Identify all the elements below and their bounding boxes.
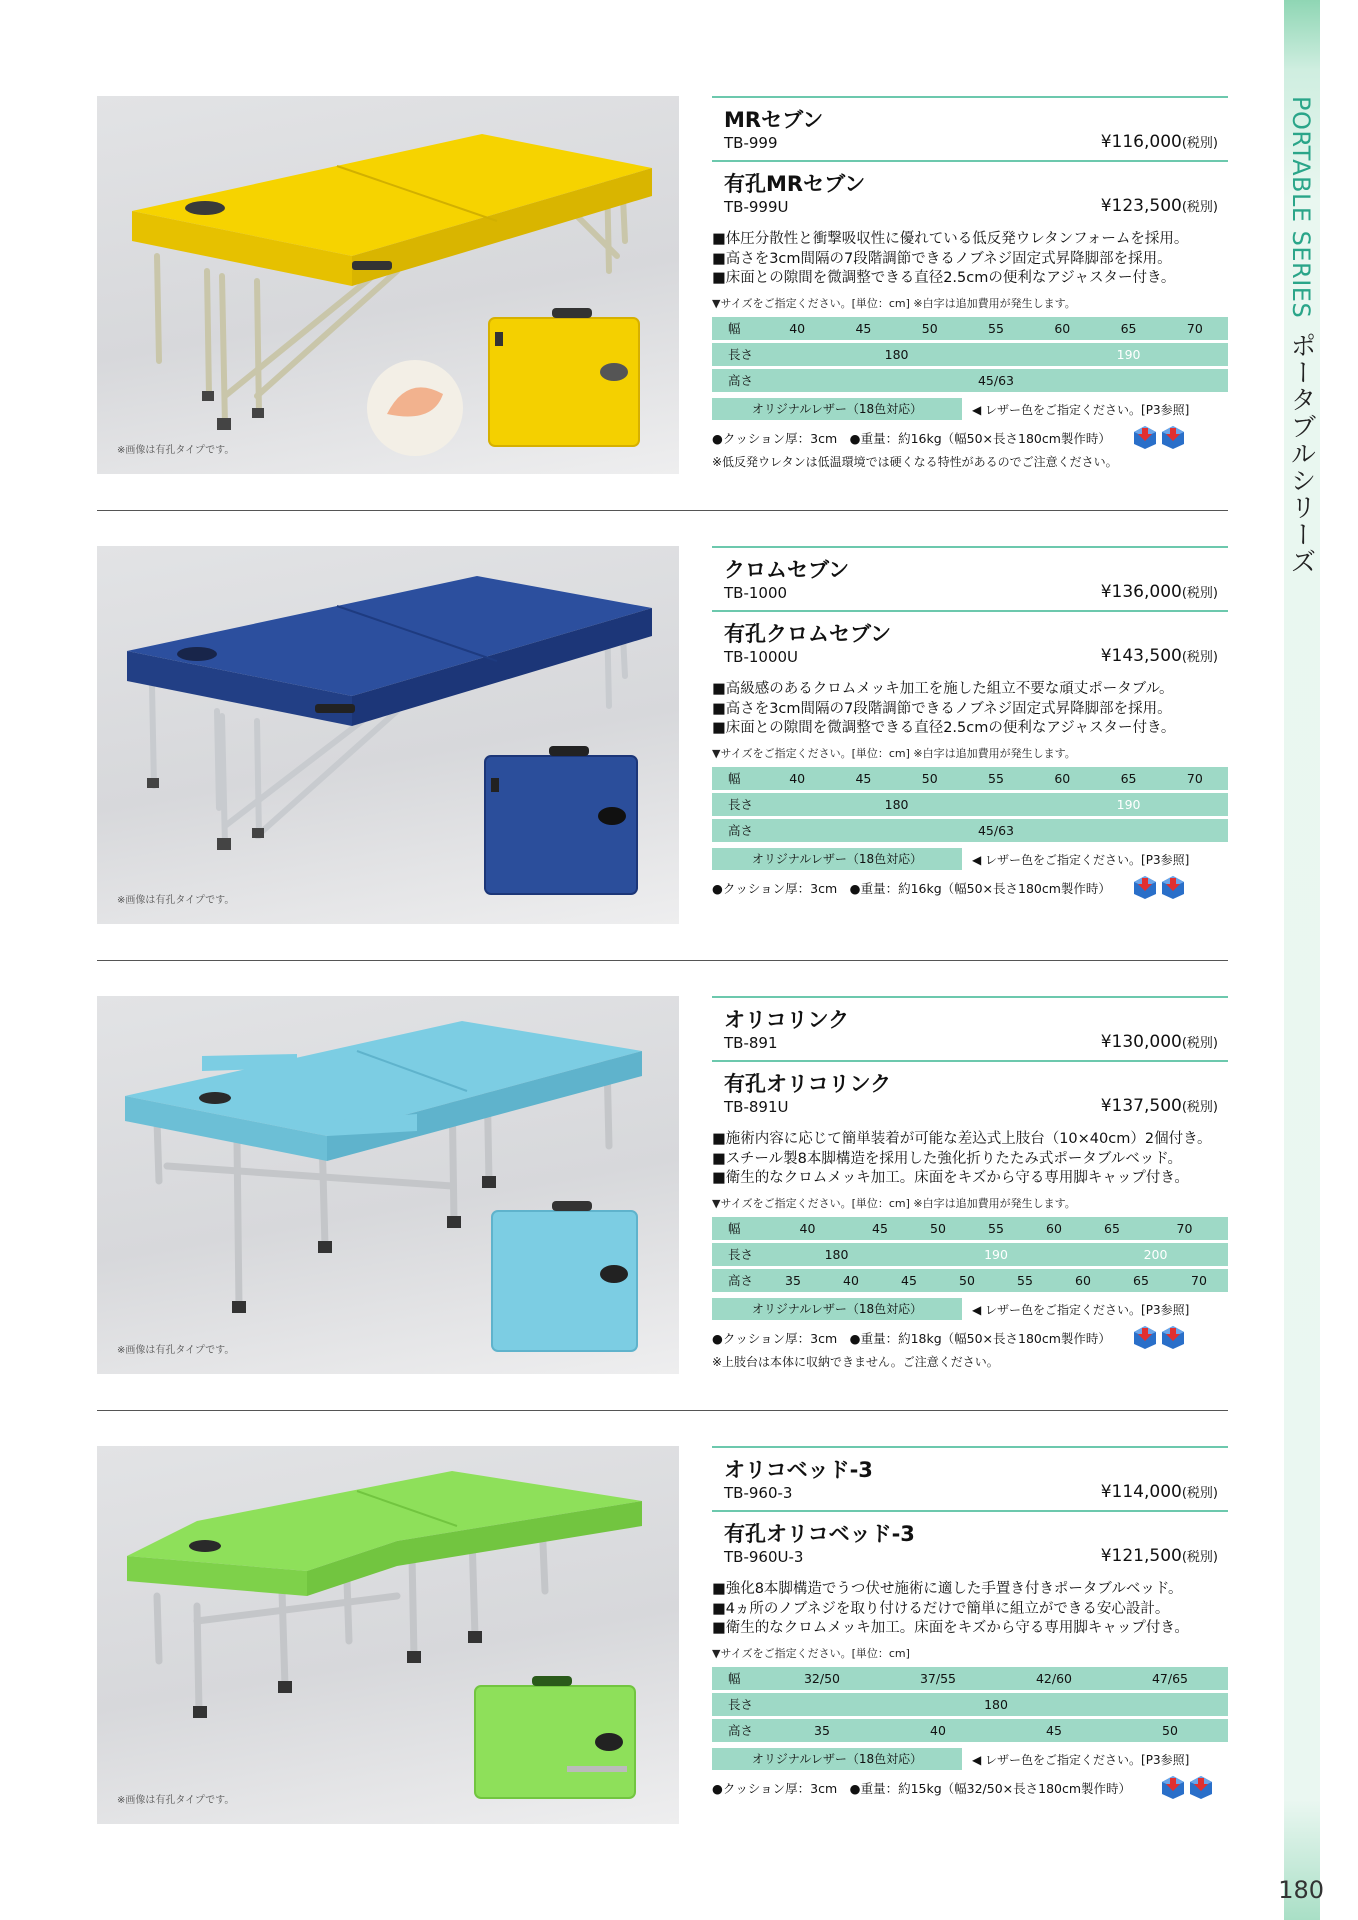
size-cell: 35 (764, 1269, 822, 1292)
size-row (712, 1243, 1228, 1266)
leather-badge: オリジナルレザー（18色対応） (712, 1748, 962, 1770)
model-name: 有孔MRセブン (724, 172, 866, 196)
size-row (712, 369, 1228, 392)
size-cell: 50 (1112, 1719, 1228, 1742)
spec-text: ●クッション厚：3cm ●重量：約18kg（幅50×長さ180cm製作時） (712, 1330, 1111, 1346)
model-block (712, 546, 1228, 610)
size-row (712, 1269, 1228, 1292)
shipping-blue-icon (1132, 874, 1158, 900)
model-price (1101, 1546, 1218, 1566)
tax-label: (税別) (1181, 200, 1218, 215)
size-cell: 50 (938, 1269, 996, 1292)
model-name: オリコベッド-3 (724, 1458, 873, 1482)
size-cell: 45 (830, 317, 896, 340)
size-row (712, 767, 1228, 790)
price-value: ¥114,000 (1100, 1482, 1182, 1502)
spec-text: ●クッション厚：3cm ●重量：約15kg（幅32/50×長さ180cm製作時） (712, 1780, 1132, 1796)
size-cell: 65 (1083, 1217, 1141, 1240)
size-table (712, 314, 1228, 395)
leather-line (712, 848, 1228, 874)
model-price (1101, 1096, 1218, 1116)
size-row (712, 1719, 1228, 1742)
series-label-en: PORTABLE SERIES (1287, 96, 1315, 319)
feature-line: ■衛生的なクロムメッキ加工。床面をキズから守る専用脚キャップ付き。 (712, 1620, 1189, 1636)
price-value: ¥136,000 (1100, 582, 1182, 602)
size-row-label: 高さ (712, 1269, 764, 1292)
extra-note: ※上肢台は本体に収納できません。ご注意ください。 (712, 1354, 999, 1369)
tax-label: (税別) (1181, 1486, 1218, 1501)
model-block (712, 1510, 1228, 1574)
model-block (712, 996, 1228, 1060)
leather-note: ◀ レザー色をご指定ください。[P3参照] (972, 852, 1190, 867)
size-cell: 70 (1162, 317, 1228, 340)
model-code: TB-960U-3 (724, 1548, 804, 1566)
size-cell: 45/63 (764, 819, 1228, 842)
model-name: 有孔オリコリンク (724, 1072, 892, 1096)
tax-label: (税別) (1181, 1036, 1218, 1051)
size-row-label: 高さ (712, 819, 764, 842)
size-cell: 40 (764, 767, 830, 790)
size-cell: 190 (909, 1243, 1083, 1266)
extra-note: ※低反発ウレタンは低温環境では硬くなる特性があるのでご注意ください。 (712, 454, 1118, 469)
price-value: ¥121,500 (1100, 1546, 1182, 1566)
size-row-label: 幅 (712, 1667, 764, 1690)
size-cell: 60 (1029, 767, 1095, 790)
size-cell: 60 (1054, 1269, 1112, 1292)
size-cell: 32/50 (764, 1667, 880, 1690)
price-value: ¥130,000 (1100, 1032, 1182, 1052)
size-cell: 55 (967, 1217, 1025, 1240)
size-cell: 40 (880, 1719, 996, 1742)
model-block (712, 1060, 1228, 1124)
size-row-label: 高さ (712, 369, 764, 392)
size-cell: 55 (996, 1269, 1054, 1292)
feature-line: ■床面との隙間を微調整できる直径2.5cmの便利なアジャスター付き。 (712, 720, 1176, 736)
series-label-jp: ポータブルシリーズ (1286, 332, 1316, 576)
size-note: ▼サイズをご指定ください。[単位：cm] (712, 1646, 910, 1660)
size-row (712, 1217, 1228, 1240)
size-cell: 45/63 (764, 369, 1228, 392)
size-cell: 180 (764, 1693, 1228, 1716)
tax-label: (税別) (1181, 650, 1218, 665)
model-code: TB-999U (724, 198, 789, 216)
photo-note: ※画像は有孔タイプです。 (117, 445, 235, 456)
photo-note: ※画像は有孔タイプです。 (117, 895, 235, 906)
size-note: ▼サイズをご指定ください。[単位：cm] ※白字は追加費用が発生します。 (712, 296, 1076, 310)
size-cell: 40 (764, 1217, 851, 1240)
shipping-blue-icon (1132, 1324, 1158, 1350)
spec-line (712, 1774, 1228, 1802)
size-cell: 180 (764, 1243, 909, 1266)
model-block (712, 160, 1228, 224)
size-cell: 50 (897, 317, 963, 340)
size-table (712, 1214, 1228, 1295)
model-price (1101, 132, 1218, 152)
size-cell: 45 (851, 1217, 909, 1240)
size-table (712, 764, 1228, 845)
size-row-label: 幅 (712, 1217, 764, 1240)
leather-note: ◀ レザー色をご指定ください。[P3参照] (972, 402, 1190, 417)
massage-table-blue-image (97, 546, 679, 924)
tax-label: (税別) (1181, 136, 1218, 151)
feature-line: ■高さを3cm間隔の7段階調節できるノブネジ固定式昇降脚部を採用。 (712, 700, 1172, 717)
leather-badge: オリジナルレザー（18色対応） (712, 398, 962, 420)
model-name: 有孔クロムセブン (724, 622, 892, 646)
spec-line (712, 424, 1228, 452)
size-cell: 65 (1095, 767, 1161, 790)
size-row-label: 幅 (712, 317, 764, 340)
size-table (712, 1664, 1228, 1745)
size-row (712, 793, 1228, 816)
size-row-label: 長さ (712, 1243, 764, 1266)
feature-line: ■強化8本脚構造でうつ伏せ施術に適した手置き付きポータブルベッド。 (712, 1581, 1183, 1597)
price-value: ¥137,500 (1100, 1096, 1182, 1116)
size-cell: 50 (897, 767, 963, 790)
section-divider (97, 960, 1228, 961)
shipping-blue-icon (1160, 1324, 1186, 1350)
spec-line (712, 1324, 1228, 1352)
model-code: TB-960-3 (724, 1484, 793, 1502)
tax-label: (税別) (1181, 586, 1218, 601)
series-label (1286, 96, 1320, 575)
size-cell: 37/55 (880, 1667, 996, 1690)
size-cell: 40 (822, 1269, 880, 1292)
price-value: ¥123,500 (1100, 196, 1182, 216)
model-code: TB-891 (724, 1034, 778, 1052)
model-block (712, 1446, 1228, 1510)
size-cell: 70 (1162, 767, 1228, 790)
size-cell: 190 (1029, 793, 1228, 816)
model-price (1101, 196, 1218, 216)
feature-line: ■体圧分散性と衝撃吸収性に優れている低反発ウレタンフォームを採用。 (712, 231, 1189, 247)
model-code: TB-999 (724, 134, 778, 152)
size-note: ▼サイズをご指定ください。[単位：cm] ※白字は追加費用が発生します。 (712, 746, 1076, 760)
page-number: 180 (1278, 1876, 1324, 1904)
shipping-blue-icon (1160, 874, 1186, 900)
size-cell: 45 (830, 767, 896, 790)
product-info (712, 96, 1228, 470)
size-cell: 180 (764, 343, 1029, 366)
feature-line: ■衛生的なクロムメッキ加工。床面をキズから守る専用脚キャップ付き。 (712, 1170, 1189, 1186)
photo-note: ※画像は有孔タイプです。 (117, 1795, 235, 1806)
product-info (712, 996, 1228, 1370)
size-cell: 60 (1029, 317, 1095, 340)
leather-note: ◀ レザー色をご指定ください。[P3参照] (972, 1752, 1190, 1767)
price-value: ¥116,000 (1100, 132, 1182, 152)
feature-line: ■高さを3cm間隔の7段階調節できるノブネジ固定式昇降脚部を採用。 (712, 250, 1172, 267)
size-row (712, 1667, 1228, 1690)
size-row (712, 343, 1228, 366)
model-name: MRセブン (724, 108, 824, 132)
massage-table-yellow-image (97, 96, 679, 474)
size-cell: 47/65 (1112, 1667, 1228, 1690)
model-name: 有孔オリコベッド-3 (724, 1522, 915, 1546)
size-note: ▼サイズをご指定ください。[単位：cm] ※白字は追加費用が発生します。 (712, 1196, 1076, 1210)
size-cell: 70 (1141, 1217, 1228, 1240)
massage-table-light-blue-image (97, 996, 679, 1374)
model-block (712, 96, 1228, 160)
model-price (1101, 582, 1218, 602)
massage-table-green-image (97, 1446, 679, 1824)
price-value: ¥143,500 (1100, 646, 1182, 666)
size-row-label: 長さ (712, 1693, 764, 1716)
feature-line: ■施術内容に応じて簡単装着が可能な差込式上肢台（10×40cm）2個付き。 (712, 1131, 1212, 1147)
spec-text: ●クッション厚：3cm ●重量：約16kg（幅50×長さ180cm製作時） (712, 880, 1111, 896)
shipping-red-icon (1188, 1774, 1214, 1800)
size-row-label: 幅 (712, 767, 764, 790)
spec-line (712, 874, 1228, 902)
model-price (1101, 646, 1218, 666)
size-row-label: 長さ (712, 343, 764, 366)
leather-line (712, 1748, 1228, 1774)
size-cell: 65 (1095, 317, 1161, 340)
size-cell: 60 (1025, 1217, 1083, 1240)
tax-label: (税別) (1181, 1550, 1218, 1565)
size-cell: 55 (963, 317, 1029, 340)
photo-note: ※画像は有孔タイプです。 (117, 1345, 235, 1356)
size-cell: 180 (764, 793, 1029, 816)
size-cell: 50 (909, 1217, 967, 1240)
model-name: オリコリンク (724, 1008, 850, 1032)
shipping-blue-icon (1160, 424, 1186, 450)
section-divider (97, 510, 1228, 511)
feature-line: ■高級感のあるクロムメッキ加工を施した組立不要な頑丈ポータブル。 (712, 681, 1174, 697)
size-cell: 40 (764, 317, 830, 340)
product-photo (97, 96, 679, 474)
spec-text: ●クッション厚：3cm ●重量：約16kg（幅50×長さ180cm製作時） (712, 430, 1111, 446)
model-block (712, 610, 1228, 674)
product-photo (97, 996, 679, 1374)
model-code: TB-1000U (724, 648, 799, 666)
product-info (712, 1446, 1228, 1802)
leather-line (712, 398, 1228, 424)
shipping-red-icon (1132, 424, 1158, 450)
size-cell: 65 (1112, 1269, 1170, 1292)
size-cell: 42/60 (996, 1667, 1112, 1690)
model-code: TB-1000 (724, 584, 788, 602)
size-row (712, 1693, 1228, 1716)
size-cell: 200 (1083, 1243, 1228, 1266)
product-info (712, 546, 1228, 902)
leather-line (712, 1298, 1228, 1324)
size-cell: 45 (996, 1719, 1112, 1742)
model-price (1101, 1482, 1218, 1502)
feature-line: ■スチール製8本脚構造を採用した強化折りたたみ式ポータブルベッド。 (712, 1150, 1182, 1167)
product-photo (97, 546, 679, 924)
leather-badge: オリジナルレザー（18色対応） (712, 1298, 962, 1320)
size-cell: 190 (1029, 343, 1228, 366)
size-row (712, 317, 1228, 340)
section-divider (97, 1410, 1228, 1411)
size-cell: 45 (880, 1269, 938, 1292)
leather-badge: オリジナルレザー（18色対応） (712, 848, 962, 870)
size-cell: 55 (963, 767, 1029, 790)
size-cell: 70 (1170, 1269, 1228, 1292)
product-photo (97, 1446, 679, 1824)
size-row (712, 819, 1228, 842)
size-row-label: 長さ (712, 793, 764, 816)
feature-line: ■4ヵ所のノブネジを取り付けるだけで簡単に組立ができる安心設計。 (712, 1600, 1170, 1617)
model-price (1101, 1032, 1218, 1052)
shipping-blue-icon (1160, 1774, 1186, 1800)
tax-label: (税別) (1181, 1100, 1218, 1115)
leather-note: ◀ レザー色をご指定ください。[P3参照] (972, 1302, 1190, 1317)
size-row-label: 高さ (712, 1719, 764, 1742)
model-code: TB-891U (724, 1098, 789, 1116)
feature-line: ■床面との隙間を微調整できる直径2.5cmの便利なアジャスター付き。 (712, 270, 1176, 286)
size-cell: 35 (764, 1719, 880, 1742)
model-name: クロムセブン (724, 558, 850, 582)
